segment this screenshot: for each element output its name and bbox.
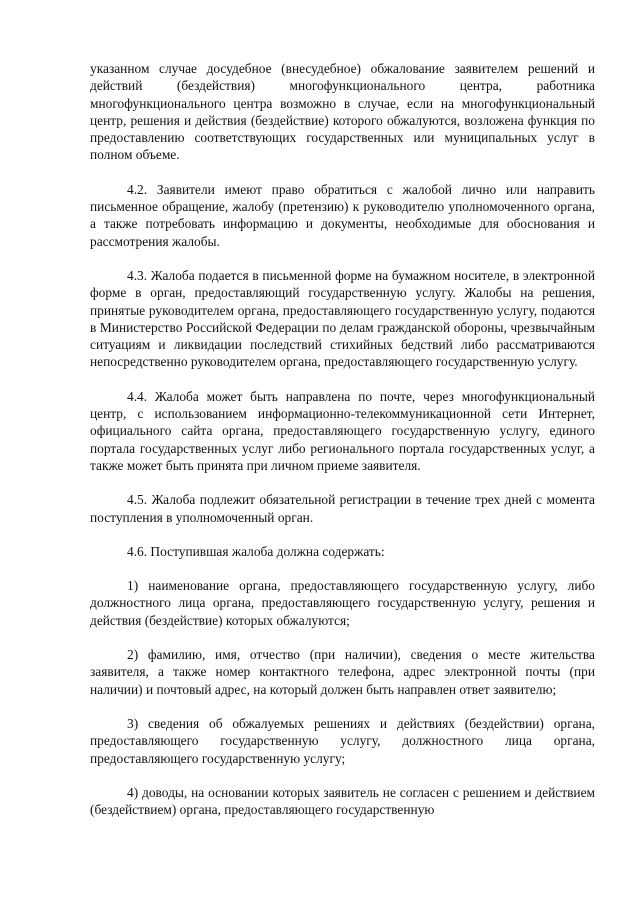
document-page — [90, 60, 595, 835]
paragraph-4-5: 4.5. Жалоба подлежит обязательной регистрации в течение трех дней с момента поступления в уполномоченный орган. — [90, 492, 595, 525]
paragraph-continuation: указанном случае досудебное (внесудебное) обжалование заявителем решений и действий (бездействия) многофункционального центра, работника многофункционального центра возможно в случае, если на многофункциональный центр, решения и действия (бездействие) которого обжалуются, возложена функция по предоставлению соответствующих государственных или муниципальных услуг в полном объеме. — [90, 61, 595, 163]
paragraph-4-4: 4.4. Жалоба может быть направлена по почте, через многофункциональный центр, с использованием информационно-телекоммуникационной сети Интернет, официального сайта органа, предоставляющего государственную услугу, единого портала государственных услуг либо регионального портала государственных услуг, а также может быть принята при личном приеме заявителя. — [90, 388, 595, 473]
list-item-3: 3) сведения об обжалуемых решениях и действиях (бездействии) органа, предоставляющего государственную услугу, должностного лица органа, предоставляющего государственную услугу; — [90, 715, 595, 766]
paragraph-4-2: 4.2. Заявители имеют право обратиться с жалобой лично или направить письменное обращение, жалобу (претензию) к руководителю уполномоченного органа, а также потребовать информацию и документы, необходимые для обоснования и рассмотрения жалобы. — [90, 181, 595, 249]
list-item-2: 2) фамилию, имя, отчество (при наличии), сведения о месте жительства заявителя, а также номер контактного телефона, адрес электронной почты (при наличии) и почтовый адрес, на который должен быть направлен ответ заявителю; — [90, 647, 595, 697]
list-item-1: 1) наименование органа, предоставляющего государственную услугу, либо должностного лица органа, предоставляющего государственную услугу, решения и действия (бездействие) которых обжалуются; — [90, 578, 595, 628]
list-item-4: 4) доводы, на основании которых заявитель не согласен с решением и действием (бездействием) органа, предоставляющего государственную — [90, 784, 595, 818]
paragraph-4-6: 4.6. Поступившая жалоба должна содержать: — [127, 543, 385, 559]
paragraph-4-3: 4.3. Жалоба подается в письменной форме на бумажном носителе, в электронной форме в орган, предоставляющий государственную услугу. Жалобы на решения, принятые руководителем органа, предоставляющего государственную услугу, подаются в Министерство Российской Федерации по делам гражданской обороны, чрезвычайным ситуациям и ликвидации последствий стихийных бедствий либо рассматриваются непосредственно руководителем органа, предоставляющего государственную услугу. — [90, 267, 595, 370]
